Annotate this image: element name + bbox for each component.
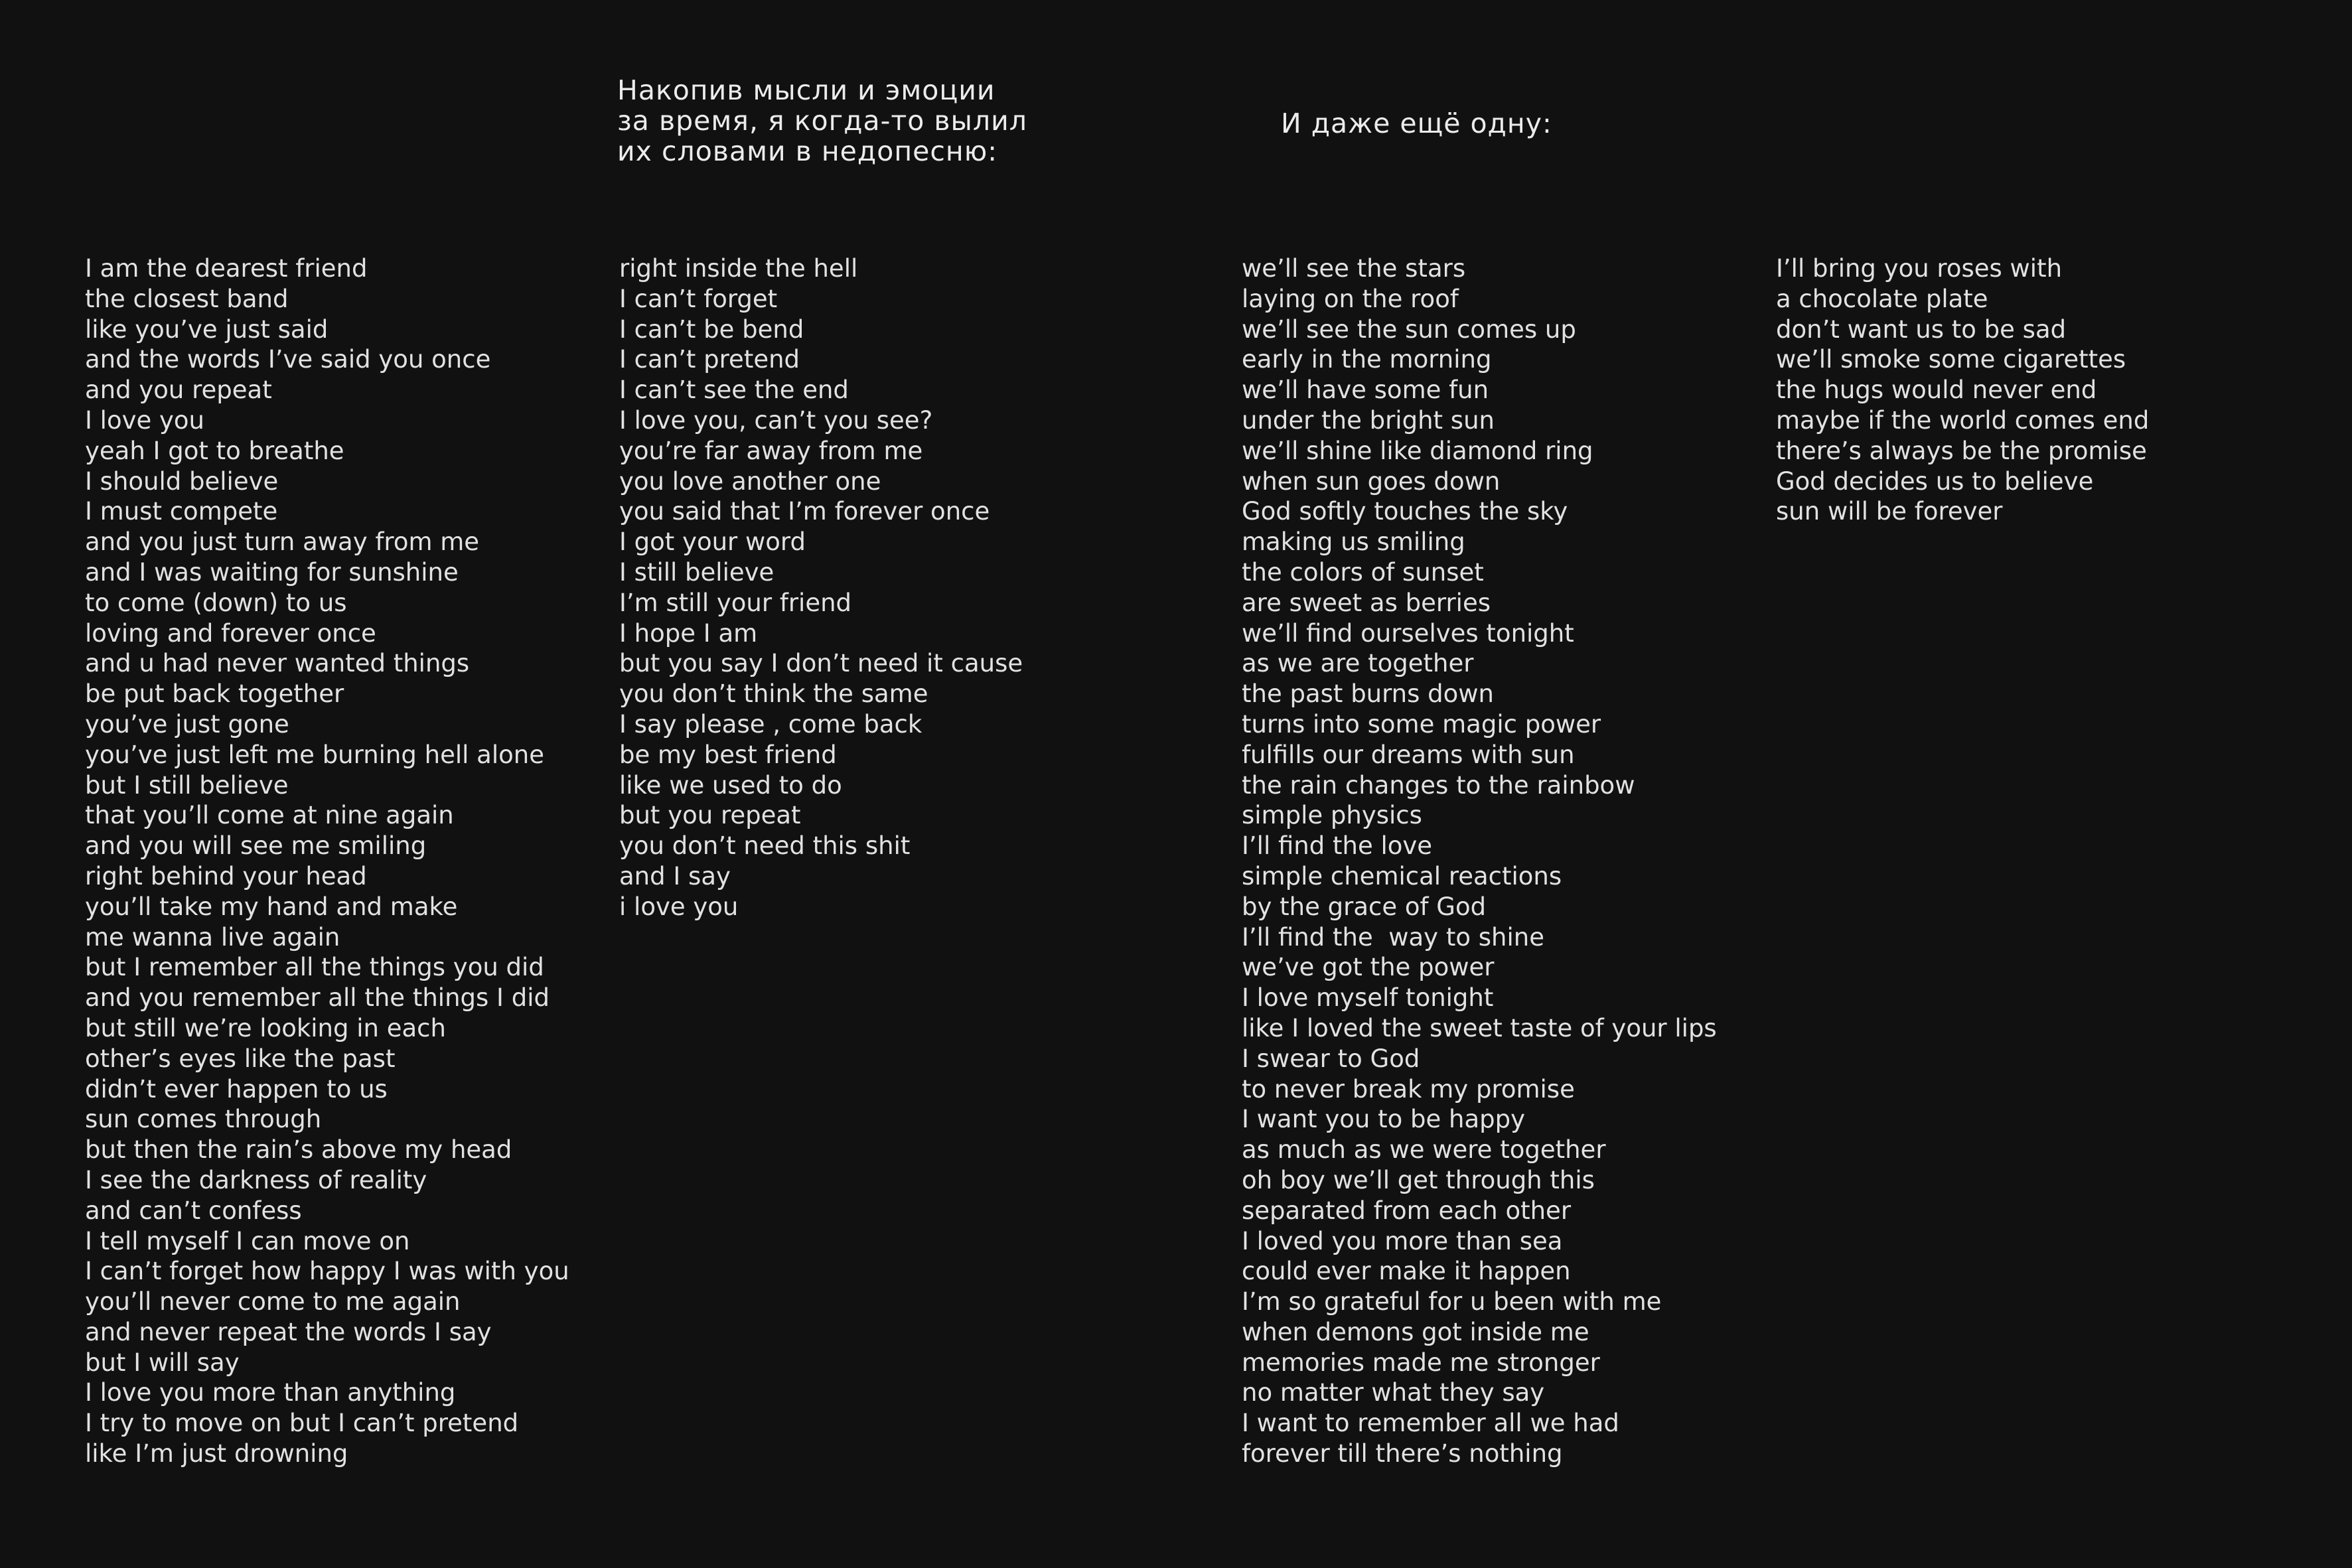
- lyric-line: I swear to God: [1242, 1044, 1420, 1073]
- lyric-line: as much as we were together: [1242, 1135, 1606, 1165]
- lyric-line: and you remember all the things I did: [85, 983, 550, 1013]
- lyric-line: be put back together: [85, 679, 344, 709]
- lyric-line: to come (down) to us: [85, 588, 347, 617]
- lyric-line: I say please , come back: [619, 709, 922, 739]
- lyric-line: turns into some magic power: [1242, 709, 1601, 739]
- lyric-line: sun comes through: [85, 1105, 322, 1134]
- lyric-line: I love myself tonight: [1242, 983, 1494, 1013]
- lyric-line: we’ll see the sun comes up: [1242, 315, 1576, 344]
- lyric-line: I love you, can’t you see?: [619, 405, 933, 435]
- lyric-line: we’ve got the power: [1242, 953, 1495, 982]
- lyric-line: I can’t be bend: [619, 315, 804, 344]
- lyric-line: I tell myself I can move on: [85, 1226, 410, 1255]
- lyric-line: simple physics: [1242, 801, 1422, 830]
- lyric-line: you’ve just gone: [85, 709, 289, 739]
- lyric-line: right inside the hell: [619, 254, 858, 283]
- lyrics-column-4: [1776, 253, 2149, 527]
- lyric-line: like you’ve just said: [85, 315, 329, 344]
- lyric-line: I can’t forget: [619, 284, 778, 313]
- lyric-line: you’ll take my hand and make: [85, 892, 458, 921]
- lyric-line: God decides us to believe: [1776, 466, 2094, 496]
- lyric-line: i love you: [619, 892, 739, 921]
- lyric-line: I try to move on but I can’t pretend: [85, 1409, 519, 1438]
- lyric-line: oh boy we’ll get through this: [1242, 1165, 1595, 1194]
- lyric-line: I got your word: [619, 528, 806, 557]
- lyric-line: are sweet as berries: [1242, 588, 1491, 617]
- lyric-line: don’t want us to be sad: [1776, 315, 2067, 344]
- lyric-line: the rain changes to the rainbow: [1242, 770, 1635, 800]
- lyric-line: the closest band: [85, 284, 289, 313]
- lyric-line: I’m so grateful for u been with me: [1242, 1287, 1662, 1317]
- lyric-line: to never break my promise: [1242, 1074, 1575, 1104]
- lyric-line: we’ll see the stars: [1242, 254, 1466, 283]
- lyric-line: and never repeat the words I say: [85, 1317, 492, 1346]
- lyric-line: sun will be forever: [1776, 497, 2003, 526]
- lyric-line: other’s eyes like the past: [85, 1044, 396, 1073]
- lyric-line: I’ll find the way to shine: [1242, 922, 1544, 952]
- lyrics-column-3: [1242, 253, 1717, 1469]
- lyric-line: and u had never wanted things: [85, 649, 470, 678]
- lyric-line: memories made me stronger: [1242, 1348, 1600, 1377]
- lyric-line: as we are together: [1242, 649, 1474, 678]
- lyric-line: but then the rain’s above my head: [85, 1135, 512, 1165]
- lyric-line: the hugs would never end: [1776, 376, 2097, 405]
- lyric-line: and you just turn away from me: [85, 528, 480, 557]
- heading-first-song: Накопив мысли и эмоции за время, я когда-то вылил их словами в недопесню:: [617, 74, 1027, 167]
- lyric-line: like we used to do: [619, 770, 842, 800]
- lyrics-column-1: [85, 253, 569, 1469]
- lyric-line: making us smiling: [1242, 528, 1465, 557]
- lyric-line: but I still believe: [85, 770, 289, 800]
- lyric-line: I can’t see the end: [619, 376, 849, 405]
- lyric-line: I love you more than anything: [85, 1378, 456, 1407]
- lyric-line: you don’t need this shit: [619, 831, 911, 861]
- lyric-line: you don’t think the same: [619, 679, 928, 709]
- lyric-line: like I’m just drowning: [85, 1439, 348, 1468]
- lyric-line: and you repeat: [85, 376, 272, 405]
- lyric-line: maybe if the world comes end: [1776, 405, 2150, 435]
- lyric-line: simple chemical reactions: [1242, 861, 1562, 891]
- lyric-line: we’ll shine like diamond ring: [1242, 436, 1593, 465]
- lyric-line: I want to remember all we had: [1242, 1409, 1619, 1438]
- lyric-line: no matter what they say: [1242, 1378, 1545, 1407]
- lyric-line: I can’t pretend: [619, 345, 800, 374]
- lyric-line: we’ll have some fun: [1242, 376, 1489, 405]
- heading-second-song: И даже ещё одну:: [1281, 107, 1552, 139]
- lyric-line: and I was waiting for sunshine: [85, 557, 459, 587]
- lyric-line: I want you to be happy: [1242, 1105, 1525, 1134]
- lyric-line: didn’t ever happen to us: [85, 1074, 388, 1104]
- lyric-line: I still believe: [619, 557, 774, 587]
- lyric-line: fulfills our dreams with sun: [1242, 740, 1575, 769]
- lyric-line: I should believe: [85, 466, 279, 496]
- lyric-line: right behind your head: [85, 861, 367, 891]
- lyric-line: I’ll bring you roses with: [1776, 254, 2063, 283]
- lyric-line: and you will see me smiling: [85, 831, 427, 861]
- lyric-line: the past burns down: [1242, 679, 1495, 709]
- lyric-line: we’ll find ourselves tonight: [1242, 618, 1574, 648]
- lyric-line: you’ve just left me burning hell alone: [85, 740, 544, 769]
- lyric-line: when sun goes down: [1242, 466, 1501, 496]
- lyric-line: the colors of sunset: [1242, 557, 1484, 587]
- lyric-line: could ever make it happen: [1242, 1257, 1571, 1286]
- lyric-line: like I loved the sweet taste of your lips: [1242, 1013, 1717, 1042]
- lyric-line: be my best friend: [619, 740, 837, 769]
- lyric-line: when demons got inside me: [1242, 1317, 1589, 1346]
- lyric-line: but I remember all the things you did: [85, 953, 544, 982]
- lyric-line: you’re far away from me: [619, 436, 923, 465]
- lyric-line: I hope I am: [619, 618, 758, 648]
- lyric-line: you love another one: [619, 466, 881, 496]
- lyric-line: I love you: [85, 405, 204, 435]
- lyric-line: there’s always be the promise: [1776, 436, 2147, 465]
- lyric-line: I am the dearest friend: [85, 254, 368, 283]
- lyric-line: you said that I’m forever once: [619, 497, 990, 526]
- lyric-line: God softly touches the sky: [1242, 497, 1568, 526]
- lyric-line: by the grace of God: [1242, 892, 1487, 921]
- lyric-line: I see the darkness of reality: [85, 1165, 427, 1194]
- lyric-line: a chocolate plate: [1776, 284, 1988, 313]
- lyric-line: I must compete: [85, 497, 278, 526]
- lyric-line: forever till there’s nothing: [1242, 1439, 1563, 1468]
- lyric-line: early in the morning: [1242, 345, 1492, 374]
- lyric-line: and the words I’ve said you once: [85, 345, 491, 374]
- lyric-line: and I say: [619, 861, 731, 891]
- lyrics-column-2: [619, 253, 1023, 922]
- lyric-line: yeah I got to breathe: [85, 436, 344, 465]
- lyric-line: you’ll never come to me again: [85, 1287, 461, 1317]
- lyric-line: I can’t forget how happy I was with you: [85, 1257, 569, 1286]
- lyric-line: I loved you more than sea: [1242, 1226, 1563, 1255]
- lyric-line: laying on the roof: [1242, 284, 1459, 313]
- lyric-line: we’ll smoke some cigarettes: [1776, 345, 2126, 374]
- lyric-line: loving and forever once: [85, 618, 376, 648]
- lyric-line: that you’ll come at nine again: [85, 801, 454, 830]
- lyric-line: I’m still your friend: [619, 588, 852, 617]
- lyric-line: I’ll find the love: [1242, 831, 1433, 861]
- lyric-line: and can’t confess: [85, 1196, 302, 1225]
- lyric-line: me wanna live again: [85, 922, 340, 952]
- lyric-line: but you repeat: [619, 801, 801, 830]
- lyric-line: under the bright sun: [1242, 405, 1495, 435]
- lyric-line: but I will say: [85, 1348, 240, 1377]
- lyric-line: but still we’re looking in each: [85, 1013, 446, 1042]
- lyric-line: but you say I don’t need it cause: [619, 649, 1023, 678]
- lyric-line: separated from each other: [1242, 1196, 1572, 1225]
